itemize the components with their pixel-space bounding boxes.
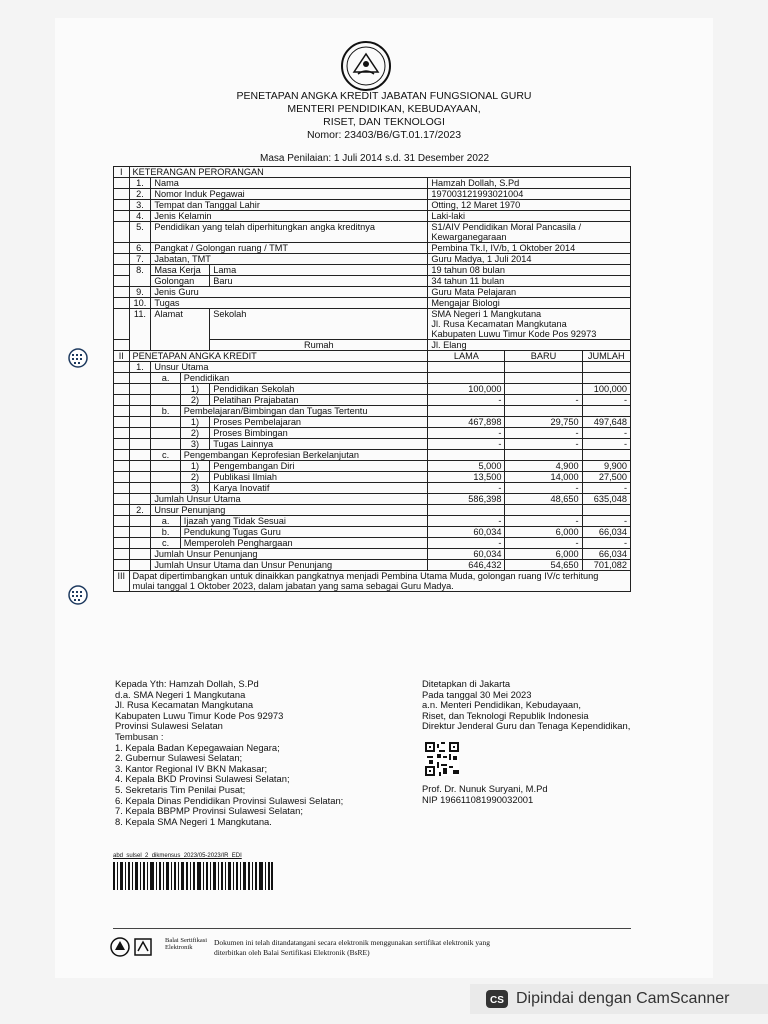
table-cell: 48,650 xyxy=(505,494,582,505)
table-cell: Rumah xyxy=(210,340,428,351)
total-row xyxy=(114,560,631,571)
table-cell: 9,900 xyxy=(582,461,630,472)
table-cell: Jenis Kelamin xyxy=(151,211,428,222)
table-cell xyxy=(114,254,130,265)
table-cell: - xyxy=(428,538,505,549)
table-cell: Pembina Tk.I, IV/b, 1 Oktober 2014 xyxy=(428,243,631,254)
table-cell xyxy=(582,362,630,373)
footer-divider xyxy=(113,928,631,929)
table-cell: 27,500 xyxy=(582,472,630,483)
table-cell xyxy=(129,406,151,417)
doc-title-3: RISET, DAN TEKNOLOGI xyxy=(323,116,445,128)
table-row xyxy=(114,461,631,472)
text-line: Kewarganegaraan xyxy=(431,232,507,242)
table-cell xyxy=(428,450,505,461)
table-cell xyxy=(114,450,130,461)
table-cell: Masa Kerja xyxy=(151,265,210,276)
table-row xyxy=(114,439,631,450)
table-cell xyxy=(114,211,130,222)
text-line: Kabupaten Luwu Timur Kode Pos 92973 xyxy=(115,709,284,721)
table-row xyxy=(114,384,631,395)
table-cell: a. xyxy=(151,516,180,527)
binder-hole-icon xyxy=(67,585,89,605)
table-cell xyxy=(505,373,582,384)
table-cell xyxy=(505,505,582,516)
text-line: a.n. Menteri Pendidikan, Kebudayaan, xyxy=(422,699,581,711)
table-cell: PENETAPAN ANGKA KREDIT xyxy=(129,351,428,362)
table-cell: 11. xyxy=(129,309,151,351)
signer-block xyxy=(422,679,630,732)
table-row xyxy=(114,254,631,265)
table-cell xyxy=(114,178,130,189)
text-line: 3. Kantor Regional IV BKN Makasar; xyxy=(115,762,268,774)
table-cell xyxy=(505,384,582,395)
table-cell xyxy=(129,538,151,549)
binder-hole-icon xyxy=(67,348,89,368)
table-cell: 646,432 xyxy=(428,560,505,571)
text-line: 5. Sekretaris Tim Penilai Pusat; xyxy=(115,783,246,795)
table-cell: KETERANGAN PERORANGAN xyxy=(129,167,630,178)
table-cell xyxy=(151,439,180,450)
table-cell xyxy=(505,362,582,373)
table-cell: Guru Mata Pelajaran xyxy=(428,287,631,298)
table-cell: - xyxy=(505,395,582,406)
section-1-row xyxy=(114,167,631,178)
table-cell xyxy=(114,200,130,211)
table-cell: Golongan xyxy=(151,276,210,287)
table-cell xyxy=(582,406,630,417)
table-cell: I xyxy=(114,167,130,178)
table-cell xyxy=(428,505,505,516)
text-line: mulai tanggal 1 Oktober 2023, dalam jabatan yang sama sebagai Guru Madya. xyxy=(132,581,454,591)
table-cell: 9. xyxy=(129,287,151,298)
table-cell xyxy=(114,505,130,516)
table-cell: III xyxy=(114,571,130,592)
text-line: S1/AIV Pendidikan Moral Pancasila / xyxy=(431,222,581,232)
table-cell: - xyxy=(428,395,505,406)
table-cell: 1. xyxy=(129,362,151,373)
table-cell: Jumlah Unsur Penunjang xyxy=(151,549,428,560)
barcode-icon xyxy=(113,862,273,890)
table-cell: 6,000 xyxy=(505,527,582,538)
table-cell: Tempat dan Tanggal Lahir xyxy=(151,200,428,211)
table-cell: Sekolah xyxy=(210,309,428,340)
credit-table xyxy=(113,166,631,592)
table-cell xyxy=(114,362,130,373)
table-row xyxy=(114,243,631,254)
table-cell xyxy=(151,395,180,406)
table-cell: II xyxy=(114,351,130,362)
table-cell: 586,398 xyxy=(428,494,505,505)
table-cell: 4. xyxy=(129,211,151,222)
table-cell xyxy=(114,516,130,527)
table-cell xyxy=(428,406,505,417)
table-cell: Baru xyxy=(210,276,428,287)
table-cell: - xyxy=(505,439,582,450)
text-line: Riset, dan Teknologi Republik Indonesia xyxy=(422,709,589,721)
table-row xyxy=(114,395,631,406)
table-cell xyxy=(114,298,130,309)
table-cell: 2) xyxy=(180,472,209,483)
table-cell: - xyxy=(582,516,630,527)
table-cell: 635,048 xyxy=(582,494,630,505)
table-cell: 1) xyxy=(180,461,209,472)
table-cell xyxy=(129,549,151,560)
table-cell: Karya Inovatif xyxy=(210,483,428,494)
table-cell xyxy=(114,417,130,428)
table-cell: Laki-laki xyxy=(428,211,631,222)
table-cell: Pangkat / Golongan ruang / TMT xyxy=(151,243,428,254)
table-cell xyxy=(129,516,151,527)
table-cell: b. xyxy=(151,406,180,417)
table-cell: Unsur Utama xyxy=(151,362,428,373)
table-cell: 54,650 xyxy=(505,560,582,571)
text-line: NIP 196611081990032001 xyxy=(422,793,534,805)
table-row xyxy=(114,287,631,298)
table-cell: 3) xyxy=(180,439,209,450)
table-cell xyxy=(582,505,630,516)
table-cell xyxy=(129,373,151,384)
table-cell xyxy=(129,483,151,494)
table-cell xyxy=(151,483,180,494)
table-cell xyxy=(114,406,130,417)
table-cell: - xyxy=(582,483,630,494)
table-cell xyxy=(114,494,130,505)
doc-title: PENETAPAN ANGKA KREDIT JABATAN FUNGSIONAL GURU xyxy=(236,90,532,102)
subtotal-row xyxy=(114,494,631,505)
text-line: 1. Kepala Badan Kepegawaian Negara; xyxy=(115,741,280,753)
table-cell xyxy=(114,461,130,472)
text-line: Direktur Jenderal Guru dan Tenaga Kependidikan, xyxy=(422,720,631,732)
table-cell xyxy=(114,428,130,439)
table-row xyxy=(114,362,631,373)
text-line: diterbitkan oleh Balai Sertifikasi Elektronik (BsRE) xyxy=(214,947,370,957)
table-row xyxy=(114,417,631,428)
table-cell xyxy=(114,384,130,395)
table-row xyxy=(114,298,631,309)
table-cell: 3) xyxy=(180,483,209,494)
table-cell: 100,000 xyxy=(582,384,630,395)
table-cell xyxy=(505,406,582,417)
table-cell: Jenis Guru xyxy=(151,287,428,298)
table-cell: Pengembangan Diri xyxy=(210,461,428,472)
table-cell: Mengajar Biologi xyxy=(428,298,631,309)
table-row xyxy=(114,222,631,243)
table-cell: Jl. Elang xyxy=(428,340,631,351)
table-row xyxy=(114,406,631,417)
table-cell xyxy=(114,395,130,406)
table-cell xyxy=(428,309,631,340)
table-row xyxy=(114,265,631,276)
table-cell: c. xyxy=(151,450,180,461)
table-cell xyxy=(151,461,180,472)
table-cell: 34 tahun 11 bulan xyxy=(428,276,631,287)
table-cell: Otting, 12 Maret 1970 xyxy=(428,200,631,211)
assessment-period: Masa Penilaian: 1 Juli 2014 s.d. 31 Desember 2022 xyxy=(260,153,490,164)
table-row xyxy=(114,189,631,200)
table-cell: Tugas xyxy=(151,298,428,309)
table-cell: - xyxy=(582,439,630,450)
text-line: Pada tanggal 30 Mei 2023 xyxy=(422,688,532,700)
table-cell: Unsur Penunjang xyxy=(151,505,428,516)
table-cell: LAMA xyxy=(428,351,505,362)
table-cell xyxy=(114,340,130,351)
bsre-logo-text: Balai Sertifikasi Elektronik xyxy=(165,937,208,951)
table-cell: 14,000 xyxy=(505,472,582,483)
table-cell xyxy=(505,450,582,461)
table-cell xyxy=(428,373,505,384)
table-cell: 60,034 xyxy=(428,527,505,538)
table-row xyxy=(114,200,631,211)
text-line: Provinsi Sulawesi Selatan xyxy=(115,720,223,732)
table-cell: 5,000 xyxy=(428,461,505,472)
text-line: Tembusan : xyxy=(115,730,164,742)
table-cell: Jumlah Unsur Utama xyxy=(151,494,428,505)
table-cell: 2. xyxy=(129,189,151,200)
table-cell: Proses Bimbingan xyxy=(210,428,428,439)
table-cell: 5. xyxy=(129,222,151,243)
table-cell xyxy=(114,222,130,243)
table-cell: 10. xyxy=(129,298,151,309)
table-cell: Pendukung Tugas Guru xyxy=(180,527,428,538)
table-cell: 66,034 xyxy=(582,549,630,560)
table-cell: 3. xyxy=(129,200,151,211)
table-cell xyxy=(129,450,151,461)
table-cell: - xyxy=(428,516,505,527)
table-cell xyxy=(428,362,505,373)
doc-number: Nomor: 23403/B6/GT.01.17/2023 xyxy=(306,129,462,141)
table-row xyxy=(114,309,631,340)
table-cell: a. xyxy=(151,373,180,384)
table-cell xyxy=(582,373,630,384)
table-cell: - xyxy=(505,538,582,549)
qr-code-icon xyxy=(425,742,459,776)
table-row xyxy=(114,472,631,483)
table-cell: Lama xyxy=(210,265,428,276)
section-3-row xyxy=(114,571,631,592)
table-cell: c. xyxy=(151,538,180,549)
table-cell: Pendidikan Sekolah xyxy=(210,384,428,395)
table-cell: Proses Pembelajaran xyxy=(210,417,428,428)
table-cell xyxy=(151,384,180,395)
subtotal-row xyxy=(114,549,631,560)
table-cell xyxy=(114,373,130,384)
table-cell: Pendidikan yang telah diperhitungkan angka kreditnya xyxy=(151,222,428,243)
table-cell xyxy=(151,428,180,439)
table-cell: Publikasi Ilmiah xyxy=(210,472,428,483)
table-cell xyxy=(582,450,630,461)
table-cell xyxy=(428,222,631,243)
table-row xyxy=(114,276,631,287)
table-cell: 8. xyxy=(129,265,151,287)
table-cell xyxy=(114,287,130,298)
table-cell xyxy=(129,527,151,538)
table-cell xyxy=(114,483,130,494)
table-cell: - xyxy=(428,483,505,494)
table-cell: BARU xyxy=(505,351,582,362)
text-line: Dokumen ini telah ditandatangani secara elektronik menggunakan sertifikat elektronik yang xyxy=(214,938,490,947)
table-row xyxy=(114,538,631,549)
table-cell: 6,000 xyxy=(505,549,582,560)
table-cell: - xyxy=(505,428,582,439)
table-cell: - xyxy=(582,538,630,549)
table-cell: - xyxy=(428,428,505,439)
table-cell: JUMLAH xyxy=(582,351,630,362)
text-line: d.a. SMA Negeri 1 Mangkutana xyxy=(115,688,246,700)
table-cell: Pelatihan Prajabatan xyxy=(210,395,428,406)
table-cell xyxy=(114,549,130,560)
text-line: SMA Negeri 1 Mangkutana xyxy=(431,309,542,319)
table-cell xyxy=(114,276,130,287)
text-line: Kabupaten Luwu Timur Kode Pos 92973 xyxy=(431,329,597,339)
table-cell xyxy=(129,461,151,472)
text-line: 7. Kepala BBPMP Provinsi Sulawesi Selatan; xyxy=(115,805,303,817)
table-cell xyxy=(129,417,151,428)
table-cell: 7. xyxy=(129,254,151,265)
table-cell: 60,034 xyxy=(428,549,505,560)
ministry-emblem-icon xyxy=(340,40,392,92)
table-cell: Pendidikan xyxy=(180,373,428,384)
table-cell xyxy=(129,571,630,592)
text-line: Ditetapkan di Jakarta xyxy=(422,678,511,689)
table-cell xyxy=(114,265,130,276)
table-cell: 2) xyxy=(180,395,209,406)
table-cell: Pengembangan Keprofesian Berkelanjutan xyxy=(180,450,428,461)
table-cell: Guru Madya, 1 Juli 2014 xyxy=(428,254,631,265)
table-cell: b. xyxy=(151,527,180,538)
table-cell xyxy=(129,384,151,395)
table-cell xyxy=(129,472,151,483)
table-cell: 29,750 xyxy=(505,417,582,428)
table-cell: Nama xyxy=(151,178,428,189)
table-cell: 1) xyxy=(180,384,209,395)
section-2-row xyxy=(114,351,631,362)
camscanner-watermark xyxy=(470,984,768,1014)
signer-name-block xyxy=(422,784,548,805)
table-cell xyxy=(114,560,130,571)
table-cell xyxy=(114,309,130,340)
table-cell: 467,898 xyxy=(428,417,505,428)
recipient-block xyxy=(115,679,343,827)
table-cell xyxy=(114,527,130,538)
table-cell: Hamzah Dollah, S.Pd xyxy=(428,178,631,189)
table-cell: - xyxy=(428,439,505,450)
svg-text:CS: CS xyxy=(490,995,504,1006)
text-line: 2. Gubernur Sulawesi Selatan; xyxy=(115,752,243,764)
e-signature-note xyxy=(214,938,490,957)
table-cell xyxy=(129,494,151,505)
table-cell: Tugas Lainnya xyxy=(210,439,428,450)
table-row xyxy=(114,450,631,461)
camscanner-text: Dipindai dengan CamScanner xyxy=(516,990,730,1007)
table-cell xyxy=(129,395,151,406)
table-row xyxy=(114,178,631,189)
table-cell: - xyxy=(582,395,630,406)
table-cell: - xyxy=(582,428,630,439)
table-cell: 1. xyxy=(129,178,151,189)
table-cell: Jabatan, TMT xyxy=(151,254,428,265)
table-cell: 2) xyxy=(180,428,209,439)
table-cell: 701,082 xyxy=(582,560,630,571)
table-cell xyxy=(114,243,130,254)
doc-title-2: MENTERI PENDIDIKAN, KEBUDAYAAN, xyxy=(287,103,481,115)
table-row xyxy=(114,527,631,538)
text-line: Dapat dipertimbangkan untuk dinaikkan pangkatnya menjadi Pembina Utama Muda, golongan ruang IV/c terhitung xyxy=(132,571,599,581)
table-cell: Pembelajaran/Bimbingan dan Tugas Tertentu xyxy=(180,406,428,417)
text-line: Jl. Rusa Kecamatan Mangkutana xyxy=(115,699,254,711)
table-row xyxy=(114,516,631,527)
table-cell xyxy=(114,439,130,450)
barcode-label: abd_sulsel_2_dikmensus_2023/05-2023/IR_EDI xyxy=(113,853,242,859)
text-line: 4. Kepala BKD Provinsi Sulawesi Selatan; xyxy=(115,773,290,785)
table-cell: 497,648 xyxy=(582,417,630,428)
table-cell xyxy=(114,189,130,200)
table-cell: Nomor Induk Pegawai xyxy=(151,189,428,200)
text-line: Prof. Dr. Nunuk Suryani, M.Pd xyxy=(422,783,548,794)
table-cell: Jumlah Unsur Utama dan Unsur Penunjang xyxy=(151,560,428,571)
text-line: 8. Kepala SMA Negeri 1 Mangkutana. xyxy=(115,815,272,827)
table-row xyxy=(114,505,631,516)
table-cell xyxy=(129,560,151,571)
table-cell xyxy=(129,428,151,439)
table-cell: Ijazah yang Tidak Sesuai xyxy=(180,516,428,527)
table-row xyxy=(114,211,631,222)
table-cell: Alamat xyxy=(151,309,210,351)
table-row xyxy=(114,373,631,384)
table-cell xyxy=(129,439,151,450)
table-cell xyxy=(151,417,180,428)
table-cell: - xyxy=(505,483,582,494)
table-cell xyxy=(114,538,130,549)
table-cell: 2. xyxy=(129,505,151,516)
text-line: Jl. Rusa Kecamatan Mangkutana xyxy=(431,319,567,329)
text-line: Kepada Yth: Hamzah Dollah, S.Pd xyxy=(115,678,259,689)
camscanner-logo-icon xyxy=(486,990,508,1008)
table-cell: 4,900 xyxy=(505,461,582,472)
table-cell: 13,500 xyxy=(428,472,505,483)
table-row xyxy=(114,428,631,439)
table-cell: 19 tahun 08 bulan xyxy=(428,265,631,276)
table-cell: 197003121993021004 xyxy=(428,189,631,200)
table-cell xyxy=(151,472,180,483)
table-cell: - xyxy=(505,516,582,527)
table-cell: Memperoleh Penghargaan xyxy=(180,538,428,549)
table-cell xyxy=(114,472,130,483)
table-cell: 6. xyxy=(129,243,151,254)
table-cell: 1) xyxy=(180,417,209,428)
table-row xyxy=(114,483,631,494)
table-cell: 66,034 xyxy=(582,527,630,538)
table-cell: 100,000 xyxy=(428,384,505,395)
text-line: 6. Kepala Dinas Pendidikan Provinsi Sulawesi Selatan; xyxy=(115,794,344,806)
